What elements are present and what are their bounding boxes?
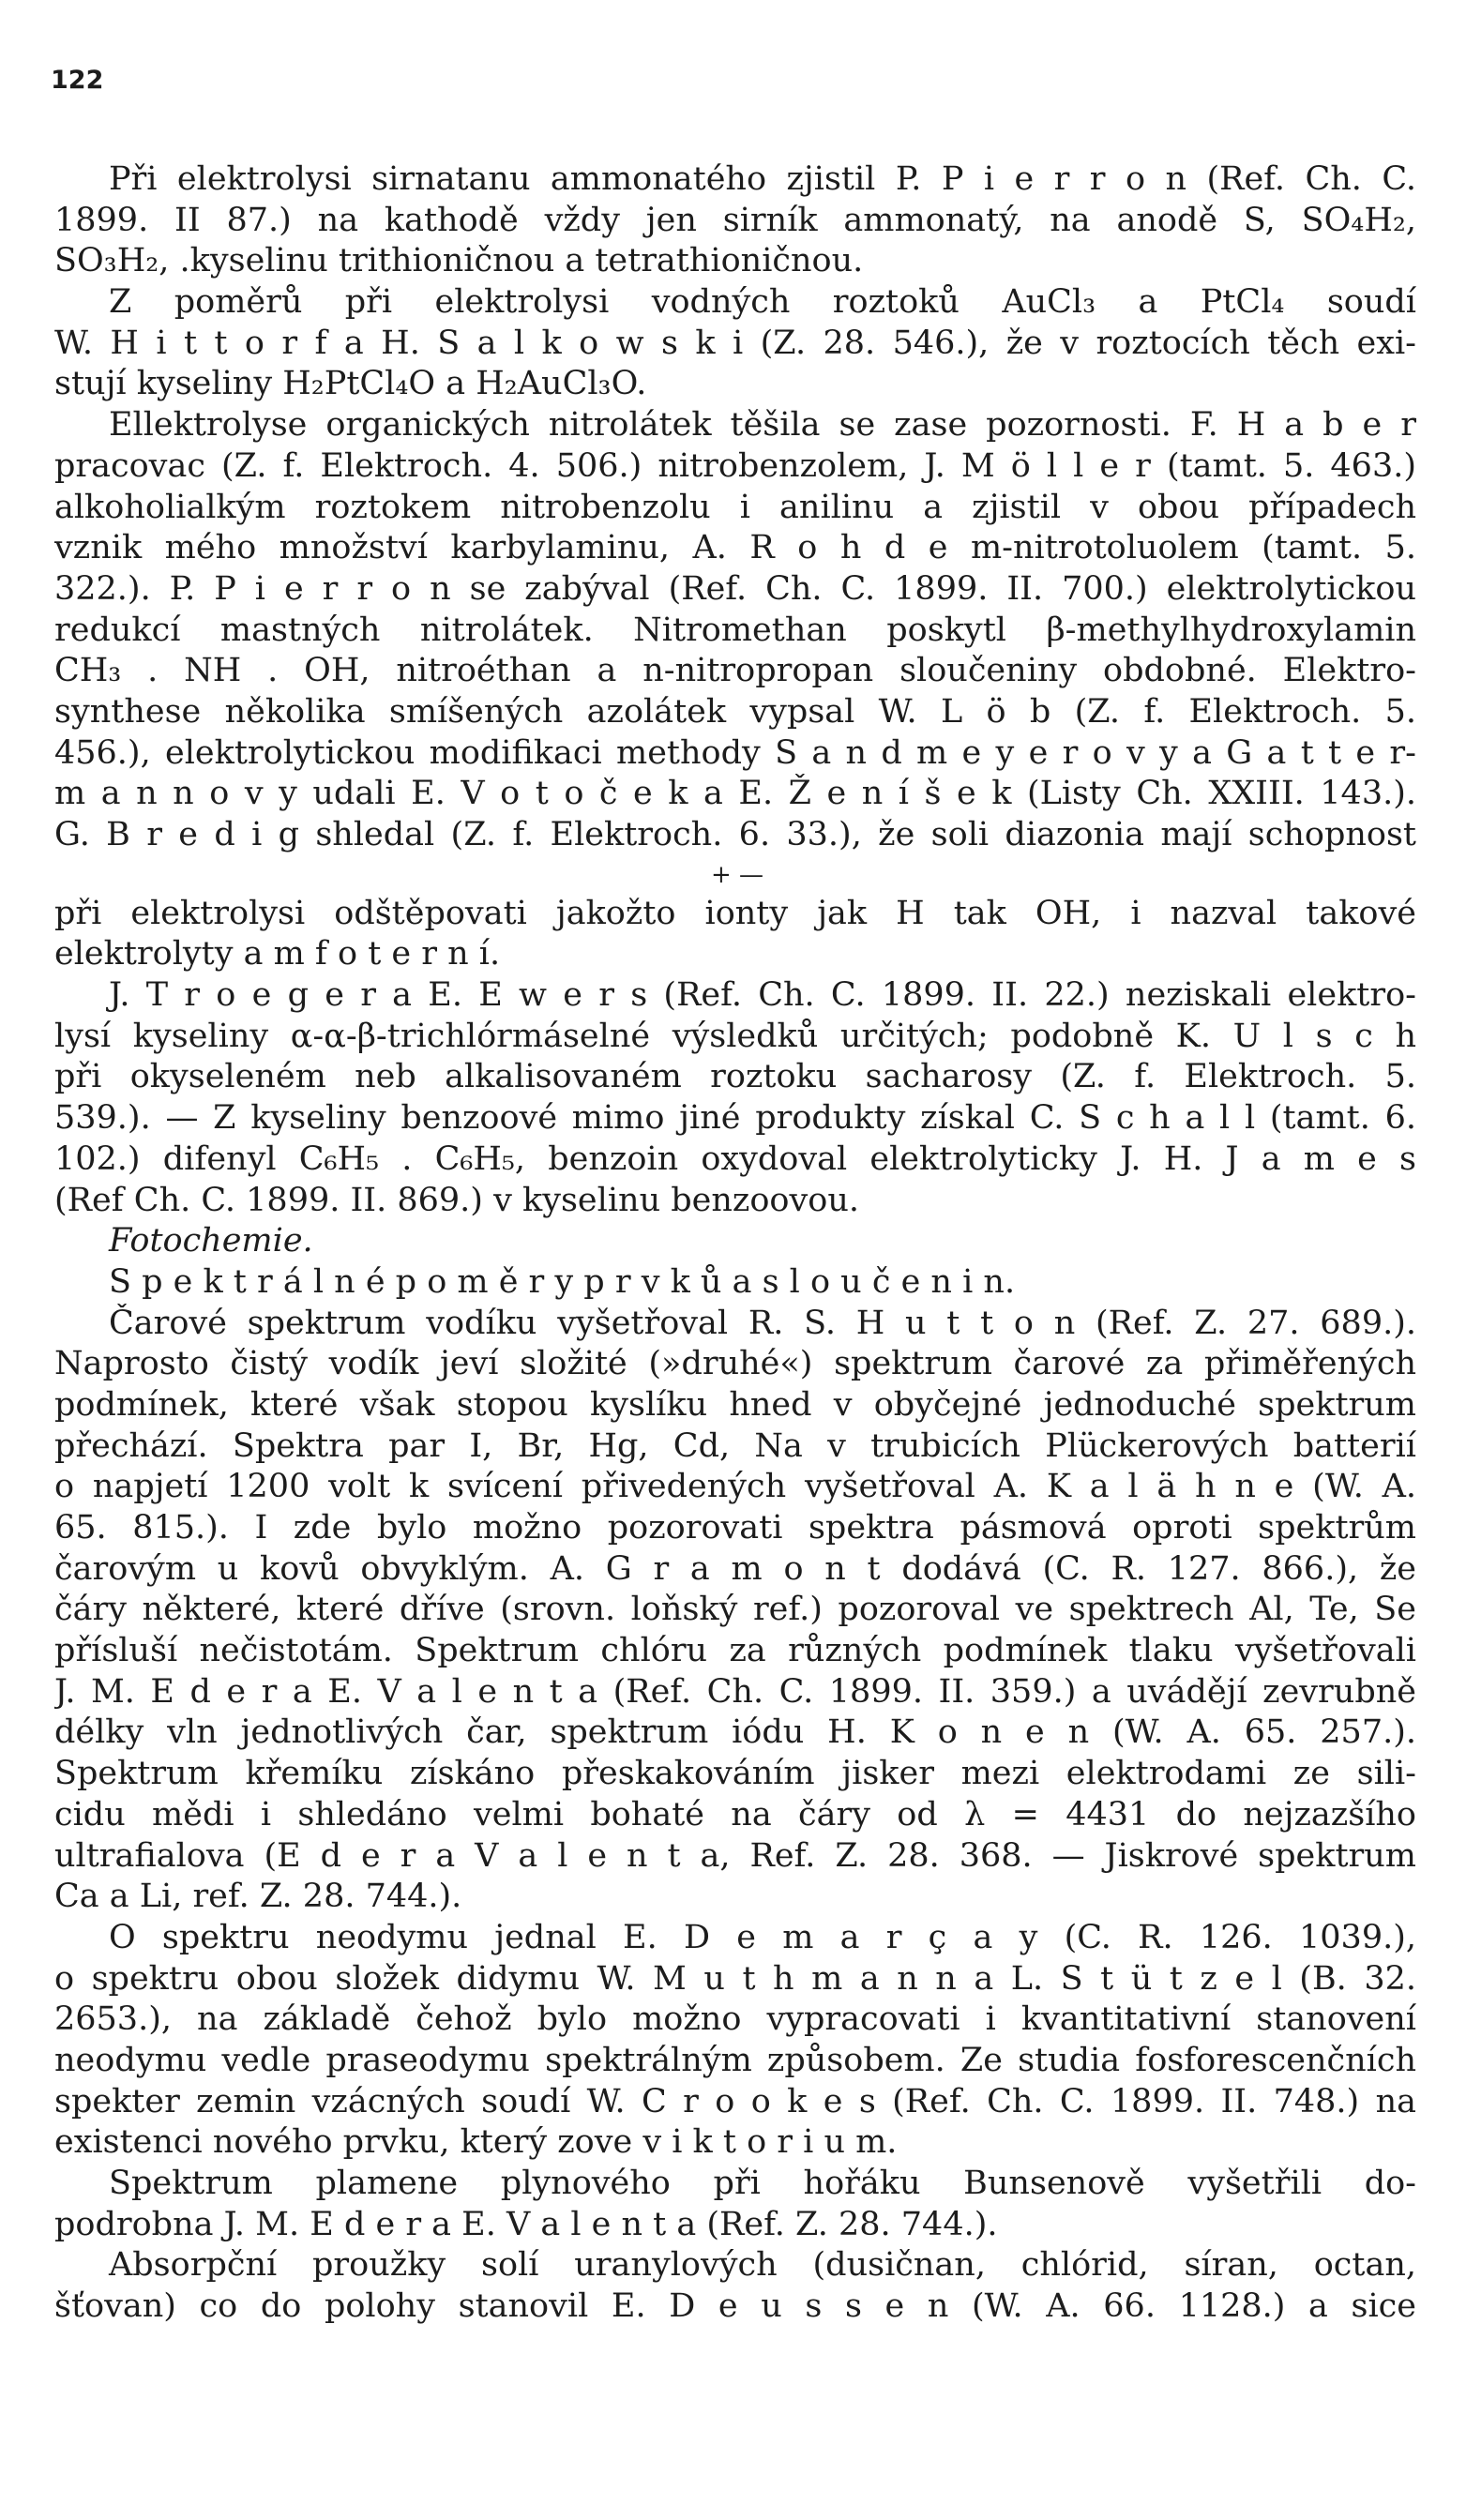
text-line: Spektrum křemíku získáno přeskakováním jisker mezi elektrodami ze sili- — [54, 1755, 1416, 1793]
text-line: 322.). P. P i e r r o n se zabýval (Ref. Ch. C. 1899. II. 700.) elektrolytickou — [54, 569, 1416, 608]
text-line: SO₃H₂, .kyselinu trithioničnou a tetrathioničnou. — [54, 242, 864, 280]
text-line: 2653.), na základě čehož bylo možno vypracovati i kvantitativní stanovení — [54, 2000, 1416, 2039]
text-line: přechází. Spektra par I, Br, Hg, Cd, Na v trubicích Plückerových batterií — [54, 1426, 1416, 1465]
text-line: o napjetí 1200 volt k svícení přivedených vyšetřoval A. K a l ä h n e (W. A. — [54, 1468, 1416, 1506]
text-line: neodymu vedle praseodymu spektrálným způsobem. Ze studia fosforescenčních — [54, 2041, 1416, 2079]
text-line: synthese několika smíšených azolátek vypsal W. L ö b (Z. f. Elektroch. 5. — [54, 692, 1416, 731]
text-line: šťovan) co do polohy stanovil E. D e u s s e n (W. A. 66. 1128.) a sice — [54, 2287, 1416, 2326]
text-line: při elektrolysi odštěpovati jakožto ionty jak H tak OH, i nazval takové — [54, 894, 1416, 932]
text-line: lysí kyseliny α-α-β-trichlórmáselné výsledků určitých; podobně K. U l s c h — [54, 1017, 1416, 1055]
text-line: O spektru neodymu jednal E. D e m a r ç a y (C. R. 126. 1039.), — [109, 1918, 1416, 1956]
text-line: m a n n o v y udali E. V o t o č e k a E. Ž e n í š e k (Listy Ch. XXIII. 143.). — [54, 775, 1416, 813]
text-line: existenci nového prvku, který zove v i k t o r i u m. — [54, 2123, 898, 2162]
text-line: Z poměrů při elektrolysi vodných roztoků AuCl₃ a PtCl₄ soudí — [109, 283, 1416, 322]
text-line: pracovac (Z. f. Elektroch. 4. 506.) nitrobenzolem, J. M ö l l e r (tamt. 5. 463.) — [54, 446, 1416, 485]
text-line: přísluší nečistotám. Spektrum chlóru za různých podmínek tlaku vyšetřovali — [54, 1632, 1416, 1670]
text-line: délky vln jednotlivých čar, spektrum iódu H. K o n e n (W. A. 65. 257.). — [54, 1713, 1416, 1752]
text-line: cidu mědi i shledáno velmi bohaté na čáry od λ = 4431 do nejzazšího — [54, 1795, 1416, 1833]
text-line: Naprosto čistý vodík jeví složité (»druhé«) spektrum čarové za přiměřených — [54, 1345, 1416, 1383]
text-line: Ellektrolyse organických nitrolátek těšila se zase pozornosti. F. H a b e r — [109, 406, 1416, 445]
text-line: redukcí mastných nitrolátek. Nitromethan poskytl β-methylhydroxylamin — [54, 611, 1416, 649]
text-line: 65. 815.). I zde bylo možno pozorovati spektra pásmová oproti spektrům — [54, 1509, 1416, 1547]
text-line: Čarové spektrum vodíku vyšetřoval R. S. H u t t o n (Ref. Z. 27. 689.). — [109, 1304, 1416, 1342]
text-line: 539.). — Z kyseliny benzoové mimo jiné produkty získal C. S c h a l l (tamt. 6. — [54, 1099, 1416, 1138]
text-line: podrobna J. M. E d e r a E. V a l e n t a (Ref. Z. 28. 744.). — [54, 2205, 998, 2243]
text-line: (Ref Ch. C. 1899. II. 869.) v kyselinu benzoovou. — [54, 1181, 859, 1219]
text-line: 456.), elektrolytickou modifikaci methody S a n d m e y e r o v y a G a t t e r- — [54, 733, 1416, 772]
text-line: J. M. E d e r a E. V a l e n t a (Ref. Ch. C. 1899. II. 359.) a uvádějí zevrubně — [54, 1672, 1416, 1711]
text-line: Při elektrolysi sirnatanu ammonatého zjistil P. P i e r r o n (Ref. Ch. C. — [109, 160, 1416, 198]
text-line: 1899. II 87.) na kathodě vždy jen sirník ammonatý, na anodě S, SO₄H₂, — [54, 201, 1416, 239]
text-line: čarovým u kovů obvyklým. A. G r a m o n t dodává (C. R. 127. 866.), že — [54, 1549, 1416, 1588]
text-line: spekter zemin vzácných soudí W. C r o o k e s (Ref. Ch. C. 1899. II. 748.) na — [54, 2082, 1416, 2120]
text-line: Fotochemie. — [109, 1222, 313, 1260]
text-line: CH₃ . NH . OH, nitroéthan a n-nitropropan sloučeniny obdobné. Elektro- — [54, 652, 1416, 690]
text-line: o spektru obou složek didymu W. M u t h m a n n a L. S t ü t z e l (B. 32. — [54, 1959, 1416, 1998]
text-line: alkoholialkým roztokem nitrobenzolu i anilinu a zjistil v obou případech — [54, 488, 1416, 526]
text-line: při okyseleném neb alkalisovaném roztoku sacharosy (Z. f. Elektroch. 5. — [54, 1058, 1416, 1096]
body-text — [54, 159, 1416, 2328]
text-line: Absorpční proužky solí uranylových (dusičnan, chlórid, síran, octan, — [109, 2246, 1416, 2285]
ion-charge-marks: + — — [711, 860, 764, 889]
text-line: vznik mého množství karbylaminu, A. R o h d e m-nitrotoluolem (tamt. 5. — [54, 529, 1416, 567]
text-line: stují kyseliny H₂PtCl₄O a H₂AuCl₃O. — [54, 365, 647, 403]
text-line: 102.) difenyl C₆H₅ . C₆H₅, benzoin oxydoval elektrolyticky J. H. J a m e s — [54, 1139, 1416, 1178]
text-line: elektrolyty a m f o t e r n í. — [54, 935, 501, 973]
page-number: 122 — [51, 66, 104, 95]
text-line: ultrafialova (E d e r a V a l e n t a, Ref. Z. 28. 368. — Jiskrové spektrum — [54, 1836, 1416, 1875]
text-line: G. B r e d i g shledal (Z. f. Elektroch. 6. 33.), že soli diazonia mají schopnost — [54, 816, 1416, 853]
text-line: J. T r o e g e r a E. E w e r s (Ref. Ch. C. 1899. II. 22.) neziskali elektro- — [109, 976, 1416, 1015]
text-line: W. H i t t o r f a H. S a l k o w s k i (Z. 28. 546.), že v roztocích těch exi- — [54, 324, 1416, 362]
text-line: Ca a Li, ref. Z. 28. 744.). — [54, 1878, 462, 1916]
text-line: podmínek, které však stopou kyslíku hned v obyčejné jednoduché spektrum — [54, 1385, 1416, 1424]
text-line: čáry některé, které dříve (srovn. loňský ref.) pozoroval ve spektrech Al, Te, Se — [54, 1591, 1416, 1629]
text-line: S p e k t r á l n é p o m ě r y p r v k ů a s l o u č e n i n. — [109, 1262, 1016, 1301]
text-line: Spektrum plamene plynového při hořáku Bunsenově vyšetřili do- — [109, 2165, 1416, 2202]
